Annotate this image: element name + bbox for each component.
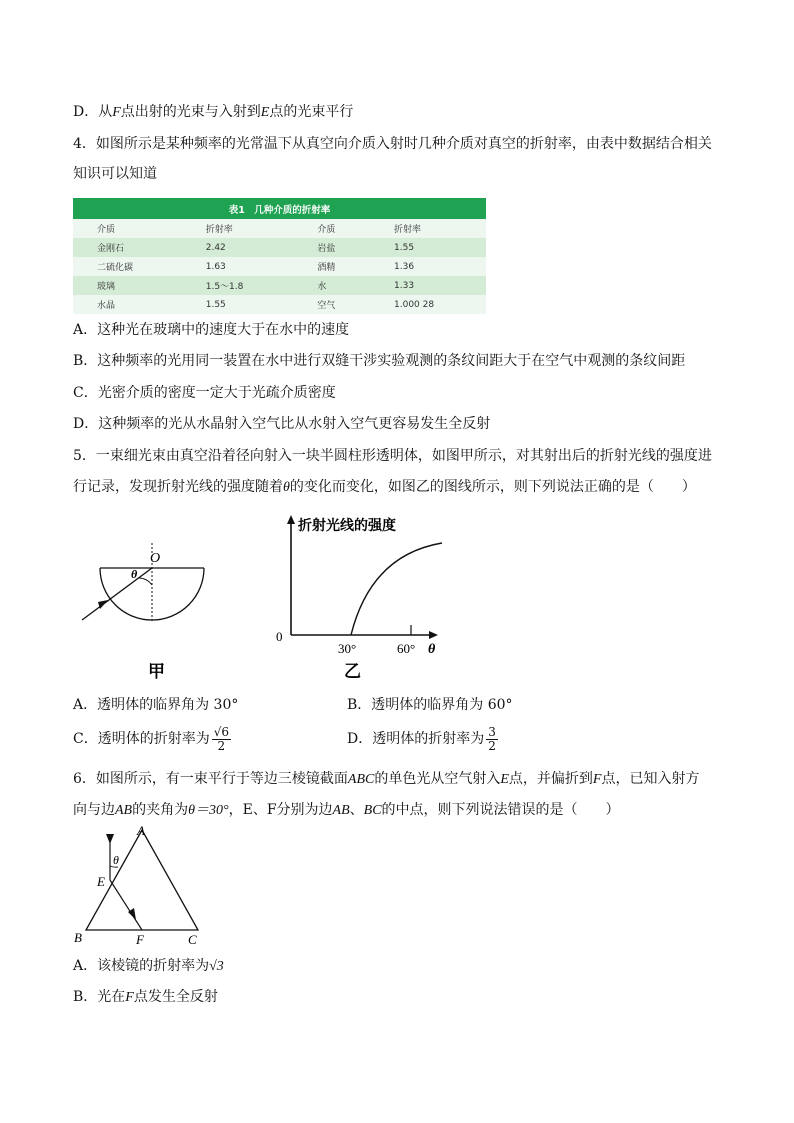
caption-yi: 乙 [344, 662, 361, 682]
y-axis-title: 折射光线的强度 [298, 518, 396, 534]
refracted-ray [110, 880, 142, 930]
q4-stem-line2: 知识可以知道 [73, 166, 157, 182]
angle-theta: θ [113, 853, 119, 867]
table-cell: 1.36 [370, 257, 486, 276]
table-cell: 空气 [293, 295, 370, 314]
point-e: E [97, 874, 105, 889]
table-cell: 1.33 [370, 276, 486, 295]
q4-option-a: A．这种光在玻璃中的速度大于在水中的速度 [73, 322, 350, 338]
q5-option-b: B．透明体的临界角为 60° [347, 697, 513, 713]
table-cell: 水晶 [73, 295, 182, 314]
q3-option-d: D．从F点出射的光束与入射到E点的光束平行 [73, 104, 354, 120]
tick-label-60: 60° [397, 641, 416, 656]
q4-option-d: D．这种频率的光从水晶射入空气比从水射入空气更容易发生全反射 [73, 416, 491, 432]
table-row [73, 238, 486, 257]
q5-stem-line2: 行记录，发现折射光线的强度随着θ的变化而变化，如图乙的图线所示，则下列说法正确的是（ ） [73, 479, 696, 495]
label-theta: θ [131, 567, 138, 581]
q4-option-b: B．这种频率的光用同一装置在水中进行双缝干涉实验观测的条纹间距大于在空气中观测的条纹间距 [73, 353, 686, 369]
table-cell: 1.55 [182, 295, 294, 314]
vertex-b: B [74, 930, 82, 945]
table-header: 折射率 [182, 219, 294, 238]
refractive-index-table [73, 198, 486, 314]
point-f: F [136, 932, 144, 947]
table-header-row [73, 219, 486, 238]
table-cell: 金刚石 [73, 238, 182, 257]
table-cell: 2.42 [182, 238, 294, 257]
x-axis-arrow-icon [429, 631, 438, 639]
vertex-a: A [137, 823, 145, 838]
table-header: 折射率 [370, 219, 486, 238]
origin-label: 0 [276, 629, 283, 644]
table-cell: 1.000 28 [370, 295, 486, 314]
fraction: $\frac{√6}{2}$ [213, 724, 229, 753]
table-header: 介质 [73, 219, 182, 238]
table-header: 介质 [293, 219, 370, 238]
figure-jia [70, 538, 200, 683]
incident-ray [82, 568, 152, 620]
table-cell: 酒精 [293, 257, 370, 276]
q5-stem-line1: 5．一束细光束由真空沿着径向射入一块半圆柱形透明体，如图甲所示，对其射出后的折射光线的强度进 [73, 448, 712, 464]
q4-stem-line1: 4．如图所示是某种频率的光常温下从真空向介质入射时几种介质对真空的折射率，由表中数据结合相关 [73, 136, 712, 152]
fraction: $\frac{3}{2}$ [488, 724, 496, 753]
table-cell: 水 [293, 276, 370, 295]
intensity-curve [351, 543, 442, 635]
q5-option-d: D．透明体的折射率为 $\frac{3}{2}$ [347, 724, 496, 753]
q6-stem-line2: 向与边AB的夹角为θ＝30°，E、F分别为边AB、BC的中点，则下列说法错误的是（ ） [73, 802, 620, 818]
q6-stem-line1: 6．如图所示，有一束平行于等边三棱镜截面ABC的单色光从空气射入E点，并偏折到F点，已知入射方 [73, 771, 700, 787]
x-axis-label: θ [428, 642, 436, 657]
q6-option-b: B．光在F点发生全反射 [73, 989, 218, 1005]
table-row [73, 257, 486, 276]
table-row [73, 295, 486, 314]
q5-option-c: C．透明体的折射率为 $\frac{√6}{2}$ [73, 724, 229, 753]
table-cell: 1.63 [182, 257, 294, 276]
table-title: 表1 几种介质的折射率 [73, 198, 486, 219]
angle-arc [138, 578, 152, 585]
q5-option-a: A．透明体的临界角为 30° [73, 697, 239, 713]
table-cell: 岩盐 [293, 238, 370, 257]
ray-arrow-icon [106, 834, 114, 844]
table-cell: 1.5～1.8 [182, 276, 294, 295]
table-cell: 1.55 [370, 238, 486, 257]
q4-option-c: C．光密介质的密度一定大于光疏介质密度 [73, 385, 336, 401]
table-cell: 二硫化碳 [73, 257, 182, 276]
figure-yi [276, 513, 446, 683]
tick-label-30: 30° [338, 641, 357, 656]
table-row [73, 276, 486, 295]
q6-option-a: A．该棱镜的折射率为√3 [73, 958, 224, 974]
prism-figure [70, 822, 210, 952]
y-axis-arrow-icon [287, 515, 295, 524]
label-o: O [150, 551, 161, 566]
vertex-c: C [188, 932, 197, 947]
caption-jia: 甲 [148, 662, 165, 682]
table-cell: 玻璃 [73, 276, 182, 295]
